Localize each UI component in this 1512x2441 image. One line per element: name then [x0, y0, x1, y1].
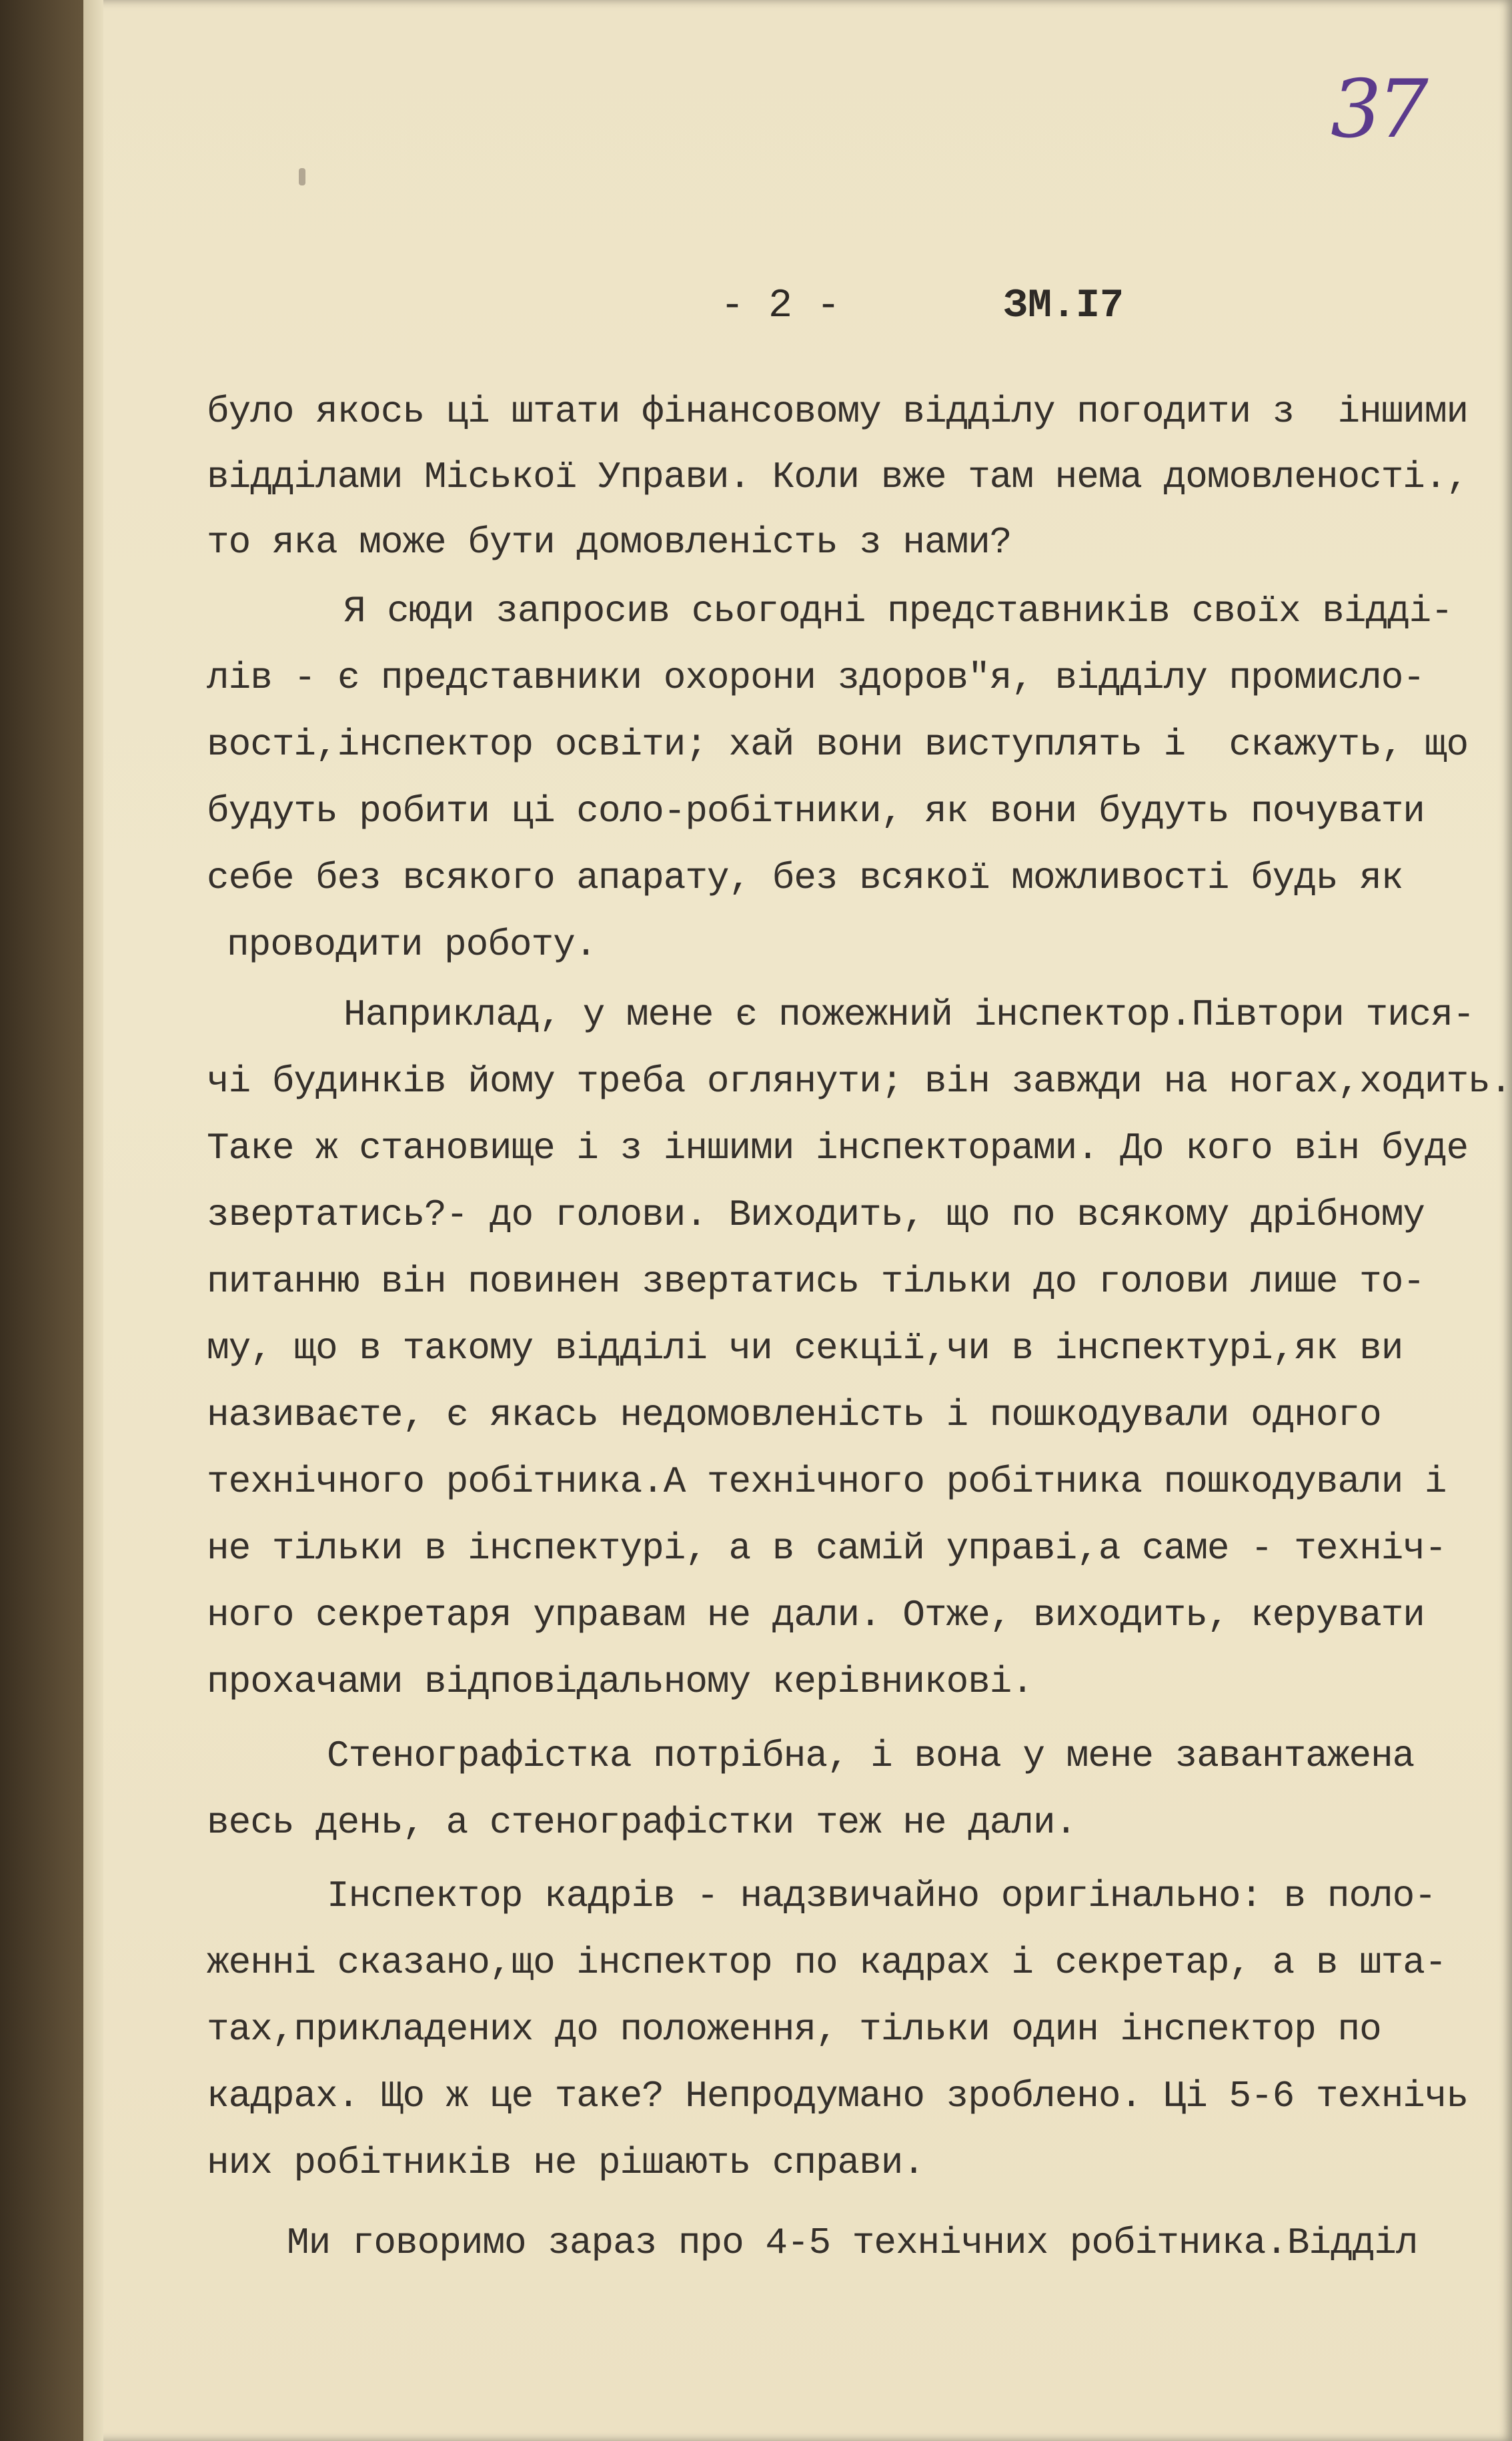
- binding-edge: [83, 0, 103, 2441]
- text-line: кадрах. Що ж це таке? Непродумано зроблено. Ці 5-6 технічь: [207, 2075, 1469, 2117]
- text-line: звертатись?- до голови. Виходить, що по всякому дрібному: [207, 1193, 1425, 1236]
- text-line: будуть робити ці соло-робітники, як вони будуть почувати: [207, 790, 1425, 833]
- text-line: лів - є представники охорони здоров"я, відділу промисло-: [207, 656, 1425, 699]
- folio-number: 37: [1331, 63, 1425, 156]
- page-number: - 2 -: [720, 284, 841, 329]
- text-line: технічного робітника.А технічного робітника пошкодували і: [207, 1460, 1447, 1503]
- text-line: відділами Міської Управи. Коли вже там нема домовленості.,: [207, 456, 1469, 498]
- text-line: Наприклад, у мене є пожежний інспектор.Півтори тися-: [343, 993, 1475, 1036]
- text-line: весь день, а стенографістки теж не дали.: [207, 1801, 1077, 1844]
- text-line: Я сюди запросив сьогодні представників своїх відді-: [343, 590, 1453, 632]
- text-line: Таке ж становище і з іншими інспекторами. До кого він буде: [207, 1127, 1469, 1169]
- text-line: чі будинків йому треба оглянути; він завжди на ногах,ходить.: [207, 1060, 1512, 1103]
- text-line: Інспектор кадрів - надзвичайно оригінально: в поло-: [327, 1875, 1436, 1917]
- text-line: не тільки в інспектурі, а в самій управі,а саме - техніч-: [207, 1527, 1447, 1570]
- text-line: женні сказано,що інспектор по кадрах і секретар, а в шта-: [207, 1941, 1447, 1984]
- text-line: було якось ці штати фінансовому відділу погодити з іншими: [207, 390, 1469, 433]
- text-line: му, що в такому відділі чи секції,чи в інспектурі,як ви: [207, 1327, 1403, 1370]
- text-line: прохачами відповідальному керівникові.: [207, 1660, 1034, 1703]
- paper-speck: [299, 168, 305, 185]
- text-line: називаєте, є якась недомовленість і пошкодували одного: [207, 1394, 1381, 1436]
- text-line: себе без всякого апарату, без всякої можливості будь як: [207, 857, 1403, 899]
- text-line: проводити роботу.: [227, 923, 597, 966]
- text-line: то яка може бути домовленість з нами?: [207, 521, 1012, 564]
- text-line: Стенографістка потрібна, і вона у мене завантажена: [327, 1735, 1415, 1777]
- text-line: ного секретаря управам не дали. Отже, виходить, керувати: [207, 1594, 1425, 1636]
- text-line: Ми говоримо зараз про 4-5 технічних робітника.Відділ: [287, 2222, 1418, 2264]
- document-code: ЗМ.І7: [1004, 284, 1124, 329]
- text-line: тах,прикладених до положення, тільки один інспектор по: [207, 2008, 1381, 2051]
- text-line: них робітників не рішають справи.: [207, 2141, 924, 2184]
- text-line: питанню він повинен звертатись тільки до голови лише то-: [207, 1260, 1425, 1303]
- text-line: вості,інспектор освіти; хай вони виступлять і скажуть, що: [207, 723, 1469, 766]
